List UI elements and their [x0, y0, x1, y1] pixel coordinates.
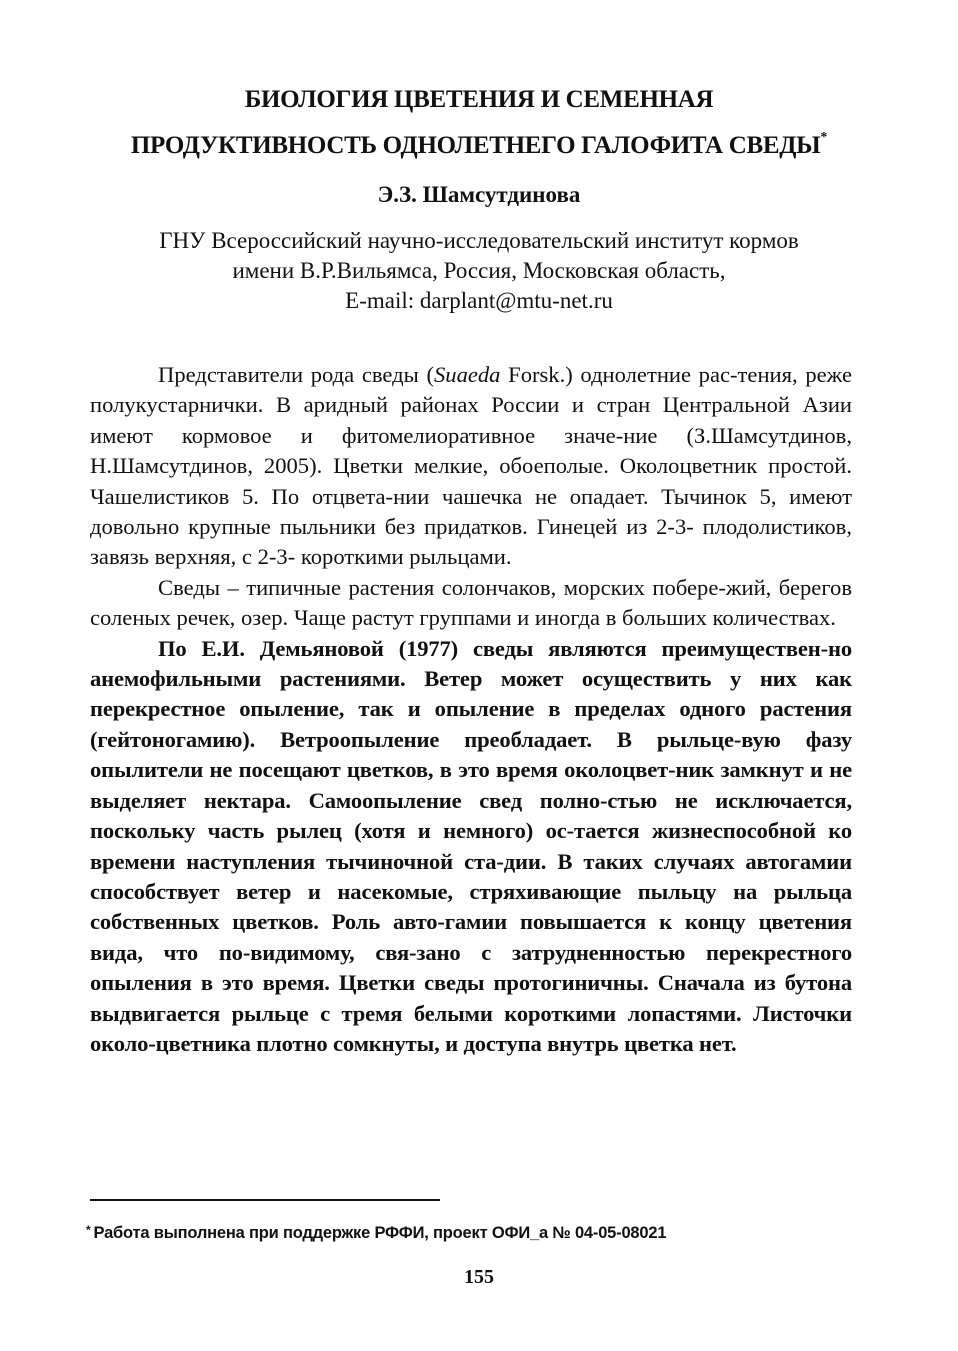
paragraph-2: Сведы – типичные растения солончаков, морских побере-жий, берегов соленых речек, озер. Чаще растут группами и иногда в больших количествах.: [90, 574, 852, 631]
page-number: 155: [464, 1266, 494, 1288]
footnote-mark: *: [86, 1223, 91, 1237]
article-body: [90, 360, 852, 1059]
paragraph-3: По Е.И. Демьяновой (1977) сведы являются преимуществен-но анемофильными растениями. Ветер может осуществить у них как перекрестное опыление, так и опыление в пределах одного растения (гейтоногамию). Ветроопыление преобладает. В рыльце-вую фазу опылители не посещают цветков, в это время околоцвет-ник замкнут и не выделяет нектара. Самоопыление свед полно-стью не исключается, поскольку часть рылец (хотя и немного) ос-тается жизнеспособной ко времени наступления тычиночной ста-дии. В таких случаях автогамии способствует ветер и насекомые, стряхивающие пыльцу на рыльца собственных цветков. Роль авто-гамии повышается к концу цветения вида, что по-видимому, свя-зано с затрудненностью перекрестного опыления в это время. Цветки сведы протогиничны. Сначала из бутона выдвигается рыльце с тремя белыми короткими лопастями. Листочки около-цветника плотно сомкнуты, и доступа внутрь цветка нет.: [90, 635, 852, 1056]
title-line-2: [60, 132, 898, 160]
paragraph-1-start: Представители рода сведы (: [158, 362, 434, 387]
genus-name: Suaeda: [433, 362, 501, 387]
title-line-2-text: ПРОДУКТИВНОСТЬ ОДНОЛЕТНЕГО ГАЛОФИТА СВЕДЫ: [130, 132, 821, 159]
footnote-divider: [90, 1199, 440, 1201]
footnote: [86, 1224, 666, 1243]
affiliation-line-1: ГНУ Всероссийский научно-исследовательский институт кормов: [159, 228, 799, 253]
footnote-text: Работа выполнена при поддержке РФФИ, проект ОФИ_а № 04-05-08021: [93, 1224, 667, 1242]
title-line-1: БИОЛОГИЯ ЦВЕТЕНИЯ И СЕМЕННАЯ: [244, 86, 714, 113]
paragraph-1: [90, 360, 852, 573]
affiliation-line-2: имени В.Р.Вильямса, Россия, Московская область,: [232, 258, 726, 283]
paragraph-1-rest: Forsk.) однолетние рас-тения, реже полукустарнички. В аридный районах России и стран Центральной Азии имеют кормовое и фитомелиоративное значе-ние (З.Шамсутдинов, Н.Шамсутдинов, 2005). Цветки мелкие, обоеполые. Околоцветник простой. Чашелистиков 5. По отцвета-нии чашечка не опадает. Тычинок 5, имеют довольно крупные пыльники без придатков. Гинецей из 2-3- плодолистиков, завязь верхняя, с 2-3- короткими рыльцами.: [90, 362, 852, 570]
author-name: Э.З. Шамсутдинова: [377, 182, 581, 207]
title-footnote-mark: *: [820, 130, 828, 145]
affiliation-email: E-mail: darplant@mtu-net.ru: [345, 288, 613, 313]
